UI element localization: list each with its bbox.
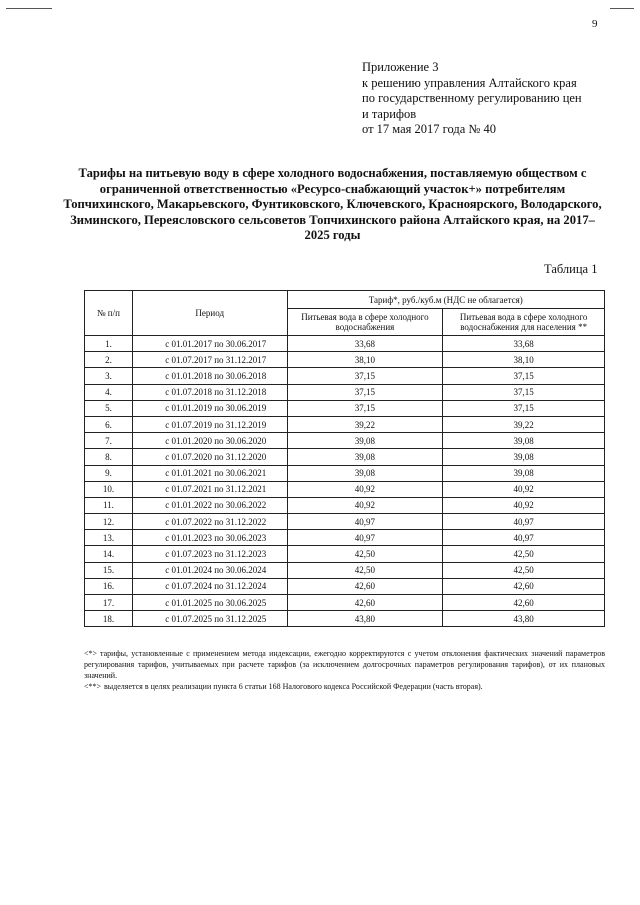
footnote-text: тарифы, установленные с применением метода индексации, ежегодно корректируются с учетом отклонения фактических значений параметров регулирования тарифов, учитываемых при расчете тарифов (за исключением долгосрочных параметров регулирования тарифов), от их плановых значений. [84, 649, 605, 680]
header-tariff-group: Тариф*, руб./куб.м (НДС не облагается) [287, 291, 604, 309]
tariff-cell: 42,60 [287, 578, 443, 594]
row-number-cell: 2. [85, 352, 133, 368]
period-cell: с 01.07.2018 по 31.12.2018 [132, 384, 287, 400]
table-label: Таблица 1 [544, 262, 598, 276]
period-cell: с 01.01.2023 по 30.06.2023 [132, 530, 287, 546]
table-row [85, 611, 605, 627]
tariff-cell: 40,92 [287, 497, 443, 513]
tariff-cell: 38,10 [287, 352, 443, 368]
period-cell: с 01.01.2020 по 30.06.2020 [132, 433, 287, 449]
tariff-cell: 39,08 [287, 465, 443, 481]
appendix-block [362, 60, 582, 138]
header-drinking-water-population: Питьевая вода в сфере холодного водоснабжения для населения ** [443, 309, 605, 336]
table-row [85, 562, 605, 578]
tariff-population-cell: 33,68 [443, 336, 605, 352]
footnote-marker: <*> [84, 649, 98, 658]
row-number-cell: 8. [85, 449, 133, 465]
tariff-population-cell: 42,50 [443, 546, 605, 562]
appendix-line: к решению управления Алтайского края [362, 75, 577, 90]
appendix-line: и тарифов [362, 106, 417, 121]
table-row [85, 384, 605, 400]
footnote [84, 681, 605, 692]
tariff-cell: 39,22 [287, 416, 443, 432]
table-row [85, 481, 605, 497]
period-cell: с 01.07.2020 по 31.12.2020 [132, 449, 287, 465]
appendix-line: Приложение 3 [362, 60, 439, 74]
row-number-cell: 7. [85, 433, 133, 449]
tariff-population-cell: 37,15 [443, 400, 605, 416]
tariff-population-cell: 42,50 [443, 562, 605, 578]
scan-edge-mark [610, 8, 634, 9]
footnote-marker: <**> [84, 682, 102, 691]
tariff-cell: 39,08 [287, 433, 443, 449]
tariff-cell: 43,80 [287, 611, 443, 627]
tariff-population-cell: 42,60 [443, 578, 605, 594]
period-cell: с 01.07.2019 по 31.12.2019 [132, 416, 287, 432]
tariff-cell: 42,50 [287, 546, 443, 562]
period-cell: с 01.07.2024 по 31.12.2024 [132, 578, 287, 594]
table-row [85, 433, 605, 449]
appendix-line: от 17 мая 2017 года № 40 [362, 122, 496, 136]
table-row [85, 449, 605, 465]
header-drinking-water: Питьевая вода в сфере холодного водоснабжения [287, 309, 443, 336]
table-row [85, 336, 605, 352]
header-num: № п/п [85, 291, 133, 336]
table-row [85, 400, 605, 416]
period-cell: с 01.07.2023 по 31.12.2023 [132, 546, 287, 562]
tariff-population-cell: 37,15 [443, 368, 605, 384]
period-cell: с 01.01.2024 по 30.06.2024 [132, 562, 287, 578]
period-cell: с 01.01.2025 по 30.06.2025 [132, 595, 287, 611]
period-cell: с 01.07.2025 по 31.12.2025 [132, 611, 287, 627]
tariff-population-cell: 38,10 [443, 352, 605, 368]
footnote [84, 648, 605, 681]
row-number-cell: 6. [85, 416, 133, 432]
period-cell: с 01.07.2022 по 31.12.2022 [132, 514, 287, 530]
row-number-cell: 13. [85, 530, 133, 546]
appendix-line: по государственному регулированию цен [362, 91, 582, 105]
tariff-population-cell: 39,08 [443, 465, 605, 481]
tariff-population-cell: 43,80 [443, 611, 605, 627]
table-row [85, 352, 605, 368]
tariff-cell: 40,97 [287, 530, 443, 546]
page-number: 9 [592, 18, 598, 30]
period-cell: с 01.01.2021 по 30.06.2021 [132, 465, 287, 481]
table-row [85, 368, 605, 384]
row-number-cell: 3. [85, 368, 133, 384]
row-number-cell: 14. [85, 546, 133, 562]
tariff-population-cell: 39,08 [443, 433, 605, 449]
tariff-cell: 40,92 [287, 481, 443, 497]
tariff-cell: 37,15 [287, 368, 443, 384]
table-row [85, 578, 605, 594]
document-title: Тарифы на питьевую воду в сфере холодного водоснабжения, поставляемую обществом с ограниченной ответственностью «Ресурсо-снабжающий участок+» потребителям Топчихинского, Макарьевского, Фунтиковского, Ключевского, Красноярского, Володарского, Зиминского, Переясловского сельсоветов Топчихинского района Алтайского края, на 2017–2025 годы [63, 166, 602, 242]
table-row [85, 530, 605, 546]
row-number-cell: 17. [85, 595, 133, 611]
tariff-population-cell: 42,60 [443, 595, 605, 611]
table-row [85, 497, 605, 513]
row-number-cell: 15. [85, 562, 133, 578]
tariff-cell: 42,50 [287, 562, 443, 578]
row-number-cell: 16. [85, 578, 133, 594]
table-row [85, 546, 605, 562]
period-cell: с 01.01.2017 по 30.06.2017 [132, 336, 287, 352]
tariff-population-cell: 37,15 [443, 384, 605, 400]
table-row [85, 514, 605, 530]
period-cell: с 01.01.2018 по 30.06.2018 [132, 368, 287, 384]
tariff-population-cell: 40,97 [443, 514, 605, 530]
period-cell: с 01.07.2021 по 31.12.2021 [132, 481, 287, 497]
tariff-population-cell: 40,92 [443, 481, 605, 497]
tariff-population-cell: 40,97 [443, 530, 605, 546]
tariff-population-cell: 39,22 [443, 416, 605, 432]
tariff-cell: 42,60 [287, 595, 443, 611]
period-cell: с 01.07.2017 по 31.12.2017 [132, 352, 287, 368]
tariff-population-cell: 40,92 [443, 497, 605, 513]
table-row [85, 416, 605, 432]
row-number-cell: 18. [85, 611, 133, 627]
footnotes [84, 648, 605, 692]
table-row [85, 465, 605, 481]
row-number-cell: 10. [85, 481, 133, 497]
period-cell: с 01.01.2019 по 30.06.2019 [132, 400, 287, 416]
row-number-cell: 1. [85, 336, 133, 352]
scan-edge-mark [6, 8, 52, 9]
row-number-cell: 11. [85, 497, 133, 513]
tariff-cell: 37,15 [287, 400, 443, 416]
row-number-cell: 4. [85, 384, 133, 400]
tariff-population-cell: 39,08 [443, 449, 605, 465]
period-cell: с 01.01.2022 по 30.06.2022 [132, 497, 287, 513]
tariff-cell: 39,08 [287, 449, 443, 465]
tariff-cell: 33,68 [287, 336, 443, 352]
tariffs-table [84, 290, 605, 627]
footnote-text: выделяется в целях реализации пункта 6 статьи 168 Налогового кодекса Российской Федерации (часть вторая). [104, 682, 483, 691]
row-number-cell: 9. [85, 465, 133, 481]
row-number-cell: 12. [85, 514, 133, 530]
row-number-cell: 5. [85, 400, 133, 416]
tariff-cell: 40,97 [287, 514, 443, 530]
header-period: Период [132, 291, 287, 336]
tariff-cell: 37,15 [287, 384, 443, 400]
table-row [85, 595, 605, 611]
